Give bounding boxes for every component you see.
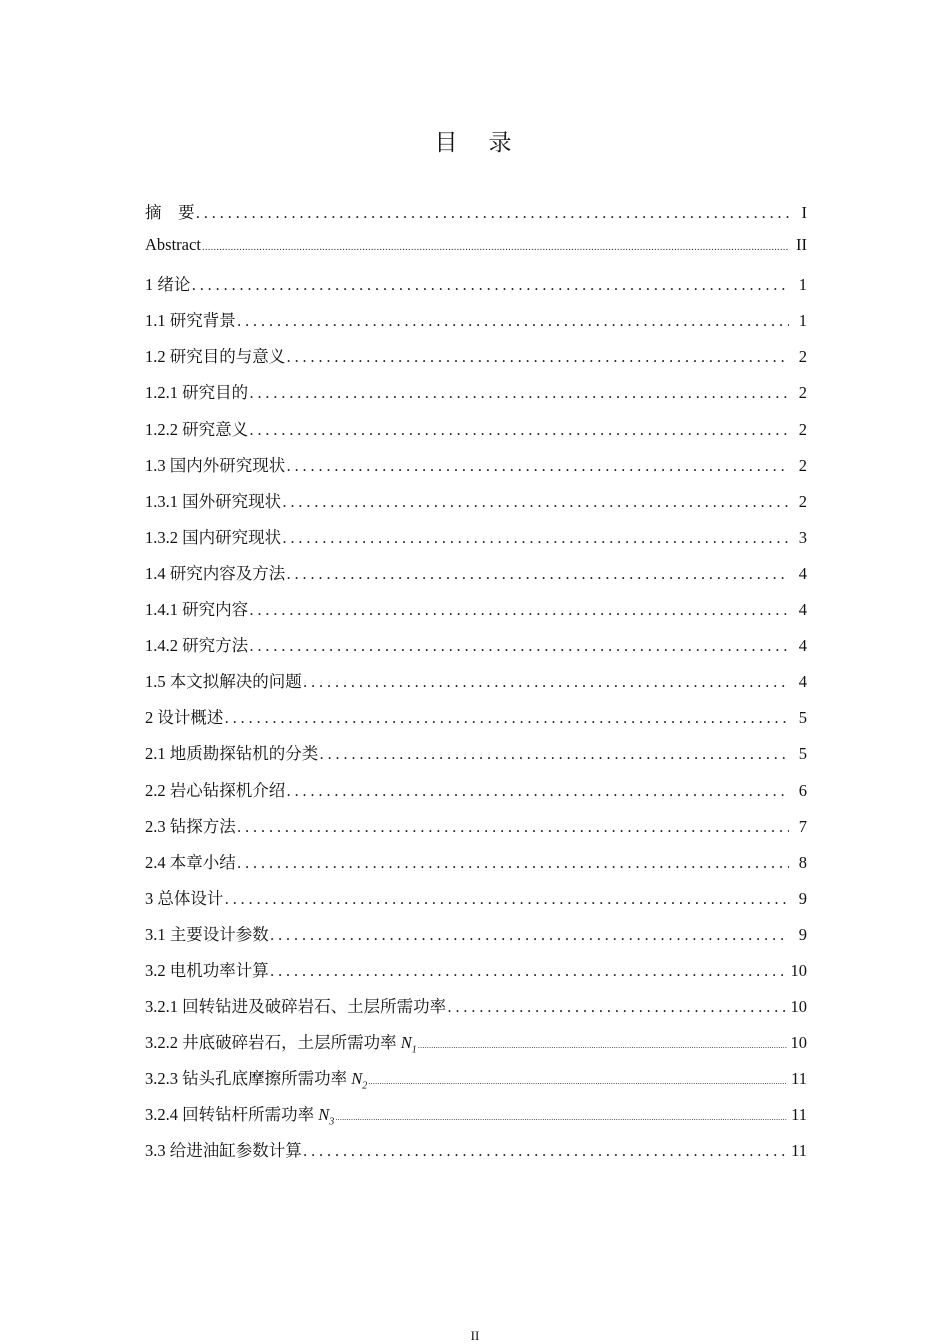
toc-entry-page: 9 bbox=[798, 888, 807, 908]
toc-entry[interactable] bbox=[145, 1065, 807, 1101]
toc-entry-label bbox=[145, 740, 318, 764]
toc-entry-page: II bbox=[796, 235, 807, 255]
toc-entry-text: 3 总体设计 bbox=[145, 888, 224, 908]
toc-entry-page: 5 bbox=[798, 708, 807, 728]
toc-entry-page: 8 bbox=[798, 852, 807, 872]
toc-entry-text: Abstract bbox=[145, 235, 201, 255]
dot-leader bbox=[303, 673, 789, 691]
power-symbol-subscript: 1 bbox=[411, 1044, 417, 1056]
toc-entry[interactable] bbox=[145, 560, 807, 596]
toc-entry-page: 11 bbox=[791, 1105, 807, 1125]
dot-leader bbox=[270, 962, 787, 980]
table-of-contents bbox=[145, 199, 807, 1174]
toc-entry-label bbox=[145, 596, 248, 620]
dot-leader bbox=[270, 926, 789, 944]
toc-entry[interactable] bbox=[145, 199, 807, 235]
toc-entry-text: 1.2.2 研究意义 bbox=[145, 419, 249, 439]
toc-entry-text: 2.3 钻探方法 bbox=[145, 816, 236, 836]
toc-entry-text: 1.5 本文拟解决的问题 bbox=[145, 672, 302, 692]
toc-entry-label bbox=[145, 271, 190, 295]
dot-leader bbox=[282, 493, 789, 511]
toc-entry[interactable] bbox=[145, 379, 807, 415]
dot-leader bbox=[282, 529, 789, 547]
toc-entry-label bbox=[145, 1029, 417, 1055]
dot-leader bbox=[286, 457, 789, 475]
dot-leader bbox=[191, 276, 789, 294]
toc-entry-label bbox=[145, 921, 269, 945]
toc-entry-page: 4 bbox=[798, 636, 807, 656]
toc-entry[interactable] bbox=[145, 343, 807, 379]
toc-entry[interactable] bbox=[145, 416, 807, 452]
toc-entry-text: 摘 要 bbox=[145, 203, 195, 222]
toc-entry[interactable] bbox=[145, 271, 807, 307]
toc-entry-page: 9 bbox=[798, 924, 807, 944]
toc-entry-page: I bbox=[801, 203, 807, 222]
toc-entry[interactable] bbox=[145, 524, 807, 560]
toc-entry[interactable] bbox=[145, 777, 807, 813]
toc-entry-label bbox=[145, 1065, 367, 1091]
power-symbol-subscript: 3 bbox=[329, 1116, 335, 1128]
power-symbol: N bbox=[400, 1033, 412, 1053]
toc-entry[interactable] bbox=[145, 993, 807, 1029]
toc-entry-text: 3.2.1 回转钻进及破碎岩石、土层所需功率 bbox=[145, 997, 447, 1017]
toc-entry[interactable] bbox=[145, 452, 807, 488]
toc-entry-page: 10 bbox=[790, 1033, 807, 1053]
toc-entry-page: 6 bbox=[798, 780, 807, 800]
toc-entry-label bbox=[145, 307, 236, 331]
toc-entry-text: 3.1 主要设计参数 bbox=[145, 924, 269, 944]
toc-entry-text: 1.2.1 研究目的 bbox=[145, 383, 249, 403]
dot-leader bbox=[249, 421, 789, 439]
toc-entry-page: 10 bbox=[790, 960, 807, 980]
toc-entry-page: 11 bbox=[791, 1141, 807, 1161]
toc-entry-label bbox=[145, 416, 248, 440]
toc-entry-page: 4 bbox=[798, 672, 807, 692]
toc-entry[interactable] bbox=[145, 307, 807, 343]
page-title: 目 录 bbox=[434, 130, 516, 156]
dot-leader bbox=[224, 709, 789, 727]
power-symbol-subscript: 2 bbox=[362, 1080, 368, 1092]
toc-entry-label bbox=[145, 379, 248, 403]
toc-entry-text: 1.3 国内外研究现状 bbox=[145, 455, 286, 475]
toc-entry[interactable] bbox=[145, 921, 807, 957]
toc-entry-text: 2.1 地质勘探钻机的分类 bbox=[145, 744, 319, 764]
toc-entry[interactable] bbox=[145, 488, 807, 524]
toc-entry[interactable] bbox=[145, 596, 807, 632]
toc-entry-text: 1.3.2 国内研究现状 bbox=[145, 527, 282, 547]
toc-entry-page: 7 bbox=[798, 816, 807, 836]
toc-entry-label bbox=[145, 668, 302, 692]
toc-entry-label bbox=[145, 488, 281, 512]
dot-leader bbox=[202, 243, 789, 253]
toc-entry-page: 1 bbox=[798, 275, 807, 295]
toc-entry-label bbox=[145, 1137, 302, 1161]
dot-leader bbox=[249, 384, 789, 402]
dot-leader bbox=[286, 565, 789, 583]
toc-entry-text: 1.3.1 国外研究现状 bbox=[145, 491, 282, 511]
toc-entry[interactable] bbox=[145, 704, 807, 740]
toc-entry-text: 1.4.1 研究内容 bbox=[145, 600, 249, 620]
toc-entry[interactable] bbox=[145, 1029, 807, 1065]
toc-entry-page: 4 bbox=[798, 600, 807, 620]
toc-entry-page: 11 bbox=[791, 1069, 807, 1089]
toc-entry-page: 5 bbox=[798, 744, 807, 764]
toc-entry[interactable] bbox=[145, 235, 807, 271]
dot-leader bbox=[447, 998, 786, 1016]
page-number: II bbox=[470, 1328, 480, 1343]
dot-leader bbox=[319, 745, 789, 763]
toc-entry[interactable] bbox=[145, 957, 807, 993]
toc-entry[interactable] bbox=[145, 632, 807, 668]
dot-leader bbox=[237, 854, 789, 872]
power-symbol: N bbox=[351, 1069, 363, 1089]
toc-entry-label bbox=[145, 632, 248, 656]
toc-entry-text: 3.2 电机功率计算 bbox=[145, 960, 269, 980]
toc-entry-text: 1.1 研究背景 bbox=[145, 311, 236, 331]
toc-entry-label bbox=[145, 993, 446, 1017]
toc-entry-page: 3 bbox=[798, 527, 807, 547]
toc-entry-page: 2 bbox=[798, 419, 807, 439]
dot-leader bbox=[286, 348, 789, 366]
dot-leader bbox=[286, 782, 789, 800]
toc-entry-text: 1.4 研究内容及方法 bbox=[145, 563, 286, 583]
toc-entry[interactable] bbox=[145, 1101, 807, 1137]
dot-leader bbox=[249, 601, 789, 619]
power-symbol: N bbox=[318, 1105, 330, 1125]
dot-leader bbox=[335, 1114, 787, 1122]
toc-entry-label bbox=[145, 343, 285, 367]
toc-entry-label bbox=[145, 704, 223, 728]
toc-entry[interactable] bbox=[145, 740, 807, 776]
toc-entry-text: 3.3 给进油缸参数计算 bbox=[145, 1141, 302, 1161]
toc-entry-text: 3.2.3 钻头孔底摩擦所需功率 bbox=[145, 1069, 348, 1089]
toc-entry-label bbox=[145, 885, 223, 909]
dot-leader bbox=[418, 1042, 787, 1050]
toc-entry-label bbox=[145, 1101, 334, 1127]
toc-entry-page: 2 bbox=[798, 383, 807, 403]
dot-leader bbox=[237, 818, 789, 836]
toc-entry-page: 4 bbox=[798, 563, 807, 583]
toc-entry-text: 1.4.2 研究方法 bbox=[145, 636, 249, 656]
toc-entry-label bbox=[145, 452, 285, 476]
toc-entry[interactable] bbox=[145, 1137, 807, 1173]
toc-entry-label bbox=[145, 560, 285, 584]
toc-entry-label bbox=[145, 777, 285, 801]
dot-leader bbox=[368, 1078, 787, 1086]
toc-entry-text: 1 绪论 bbox=[145, 275, 191, 295]
toc-entry-page: 2 bbox=[798, 455, 807, 475]
toc-entry-text: 3.2.2 井底破碎岩石，土层所需功率 bbox=[145, 1033, 397, 1053]
toc-entry-label bbox=[145, 849, 236, 873]
toc-entry-page: 2 bbox=[798, 491, 807, 511]
toc-entry-label bbox=[145, 524, 281, 548]
toc-entry-text: 2 设计概述 bbox=[145, 708, 224, 728]
toc-entry-text: 2.2 岩心钻探机介绍 bbox=[145, 780, 286, 800]
dot-leader bbox=[237, 312, 789, 330]
toc-entry-label bbox=[145, 199, 195, 223]
dot-leader bbox=[249, 637, 789, 655]
dot-leader bbox=[303, 1142, 787, 1160]
toc-entry[interactable] bbox=[145, 885, 807, 921]
toc-entry-label bbox=[145, 813, 236, 837]
toc-entry-text: 2.4 本章小结 bbox=[145, 852, 236, 872]
toc-entry-label bbox=[145, 957, 269, 981]
toc-entry-page: 1 bbox=[798, 311, 807, 331]
toc-entry[interactable] bbox=[145, 668, 807, 704]
toc-entry[interactable] bbox=[145, 813, 807, 849]
dot-leader bbox=[196, 204, 790, 222]
toc-entry-text: 1.2 研究目的与意义 bbox=[145, 347, 286, 367]
toc-entry[interactable] bbox=[145, 849, 807, 885]
dot-leader bbox=[224, 890, 789, 908]
toc-entry-label bbox=[145, 235, 201, 255]
toc-entry-page: 2 bbox=[798, 347, 807, 367]
toc-entry-text: 3.2.4 回转钻杆所需功率 bbox=[145, 1105, 315, 1125]
toc-entry-page: 10 bbox=[790, 997, 807, 1017]
